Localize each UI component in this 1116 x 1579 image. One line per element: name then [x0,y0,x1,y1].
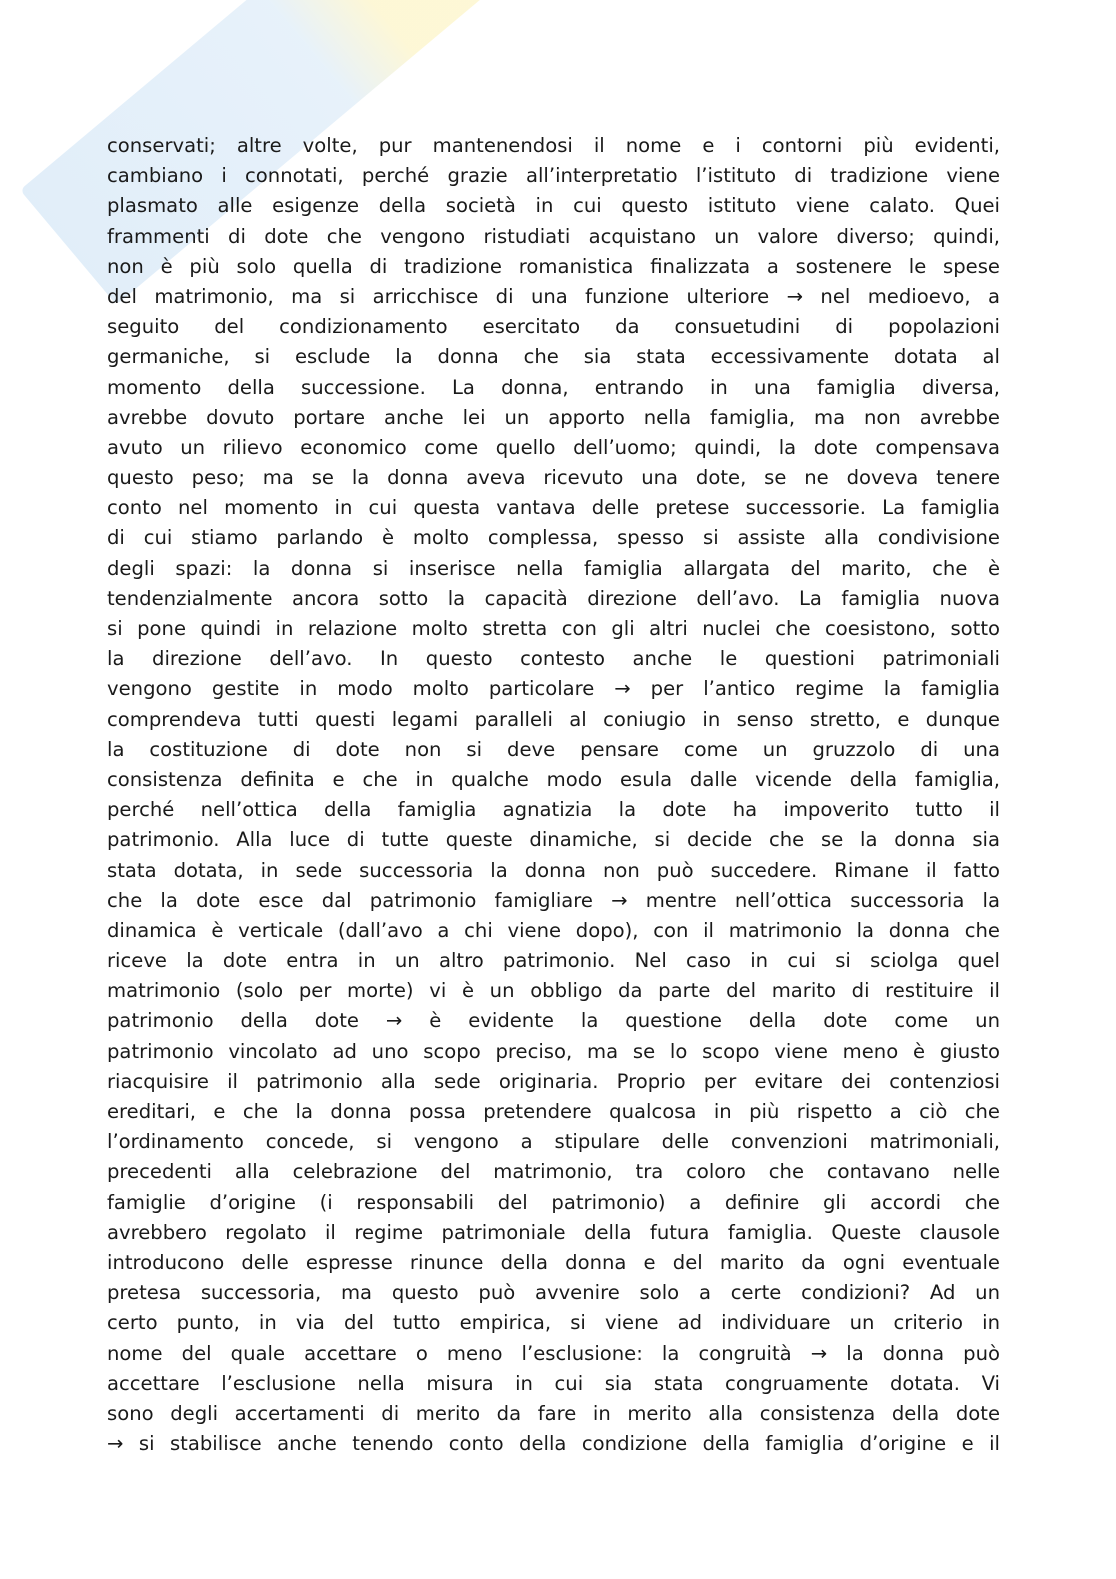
text-line: comprendeva tutti questi legami paralleli al coniugio in senso stretto, e dunque [107,707,1000,731]
text-line: cambiano i connotati, perché grazie all’interpretatio l’istituto di tradizione viene [107,164,1000,188]
text-line: riceve la dote entra in un altro patrimonio. Nel caso in cui si sciolga quel [107,949,1000,973]
text-line: momento della successione. La donna, entrando in una famiglia diversa, [107,375,1000,399]
text-line: introducono delle espresse rinunce della donna e del marito da ogni eventuale [107,1250,1000,1274]
text-line: perché nell’ottica della famiglia agnatizia la dote ha impoverito tutto il [107,798,1000,822]
text-line: tendenzialmente ancora sotto la capacità direzione dell’avo. La famiglia nuova [107,586,1000,610]
text-line: famiglie d’origine (i responsabili del patrimonio) a definire gli accordi che [107,1190,1000,1214]
text-line: del matrimonio, ma si arricchisce di una funzione ulteriore → nel medioevo, a [107,284,1000,308]
text-line: avuto un rilievo economico come quello dell’uomo; quindi, la dote compensava [107,435,1000,459]
text-line: avrebbe dovuto portare anche lei un apporto nella famiglia, ma non avrebbe [107,405,1000,429]
text-line: riacquisire il patrimonio alla sede originaria. Proprio per evitare dei contenziosi [107,1069,1000,1093]
text-line: accettare l’esclusione nella misura in cui sia stata congruamente dotata. Vi [107,1371,1000,1395]
text-line: questo peso; ma se la donna aveva ricevuto una dote, se ne doveva tenere [107,466,1000,490]
text-line: precedenti alla celebrazione del matrimonio, tra coloro che contavano nelle [107,1160,1000,1184]
text-line: degli spazi: la donna si inserisce nella famiglia allargata del marito, che è [107,556,1000,580]
text-line: dinamica è verticale (dall’avo a chi viene dopo), con il matrimonio la donna che [107,918,1000,942]
text-line: la costituzione di dote non si deve pensare come un gruzzolo di una [107,737,1000,761]
text-line: pretesa successoria, ma questo può avvenire solo a certe condizioni? Ad un [107,1281,1000,1305]
document-body [107,131,1000,1459]
text-line: ereditari, e che la donna possa pretendere qualcosa in più rispetto a ciò che [107,1100,1000,1123]
text-line: frammenti di dote che vengono ristudiati acquistano un valore diverso; quindi, [107,224,1000,248]
text-line: certo punto, in via del tutto empirica, si viene ad individuare un criterio in [107,1311,1000,1335]
text-line: germaniche, si esclude la donna che sia stata eccessivamente dotata al [107,345,1000,369]
text-line: seguito del condizionamento esercitato da consuetudini di popolazioni [107,315,1000,339]
text-line: si pone quindi in relazione molto stretta con gli altri nuclei che coesistono, sotto [107,617,1000,640]
text-line: la direzione dell’avo. In questo contesto anche le questioni patrimoniali [107,647,1000,671]
text-line: vengono gestite in modo molto particolare → per l’antico regime la famiglia [107,677,1000,701]
text-line: patrimonio. Alla luce di tutte queste dinamiche, si decide che se la donna sia [107,828,1000,852]
text-line: patrimonio della dote → è evidente la questione della dote come un [107,1009,1000,1033]
text-line: stata dotata, in sede successoria la donna non può succedere. Rimane il fatto [107,858,1000,882]
text-line: non è più solo quella di tradizione romanistica finalizzata a sostenere le spese [107,254,1000,278]
text-line: di cui stiamo parlando è molto complessa, spesso si assiste alla condivisione [107,526,1000,550]
text-line: nome del quale accettare o meno l’esclusione: la congruità → la donna può [107,1341,1000,1365]
text-line: patrimonio vincolato ad uno scopo preciso, ma se lo scopo viene meno è giusto [107,1039,1000,1063]
text-line: conservati; altre volte, pur mantenendosi il nome e i contorni più evidenti, [107,134,1000,157]
text-line: avrebbero regolato il regime patrimoniale della futura famiglia. Queste clausole [107,1220,1000,1244]
text-line: matrimonio (solo per morte) vi è un obbligo da parte del marito di restituire il [107,979,1000,1003]
text-line: plasmato alle esigenze della società in cui questo istituto viene calato. Quei [107,194,1000,218]
text-line: → si stabilisce anche tenendo conto della condizione della famiglia d’origine e il [107,1432,1000,1456]
text-line: l’ordinamento concede, si vengono a stipulare delle convenzioni matrimoniali, [107,1130,1000,1154]
text-line: consistenza definita e che in qualche modo esula dalle vicende della famiglia, [107,767,1000,791]
text-line: sono degli accertamenti di merito da fare in merito alla consistenza della dote [107,1401,1000,1425]
text-line: conto nel momento in cui questa vantava delle pretese successorie. La famiglia [107,496,1000,520]
text-line: che la dote esce dal patrimonio famigliare → mentre nell’ottica successoria la [107,888,1000,912]
